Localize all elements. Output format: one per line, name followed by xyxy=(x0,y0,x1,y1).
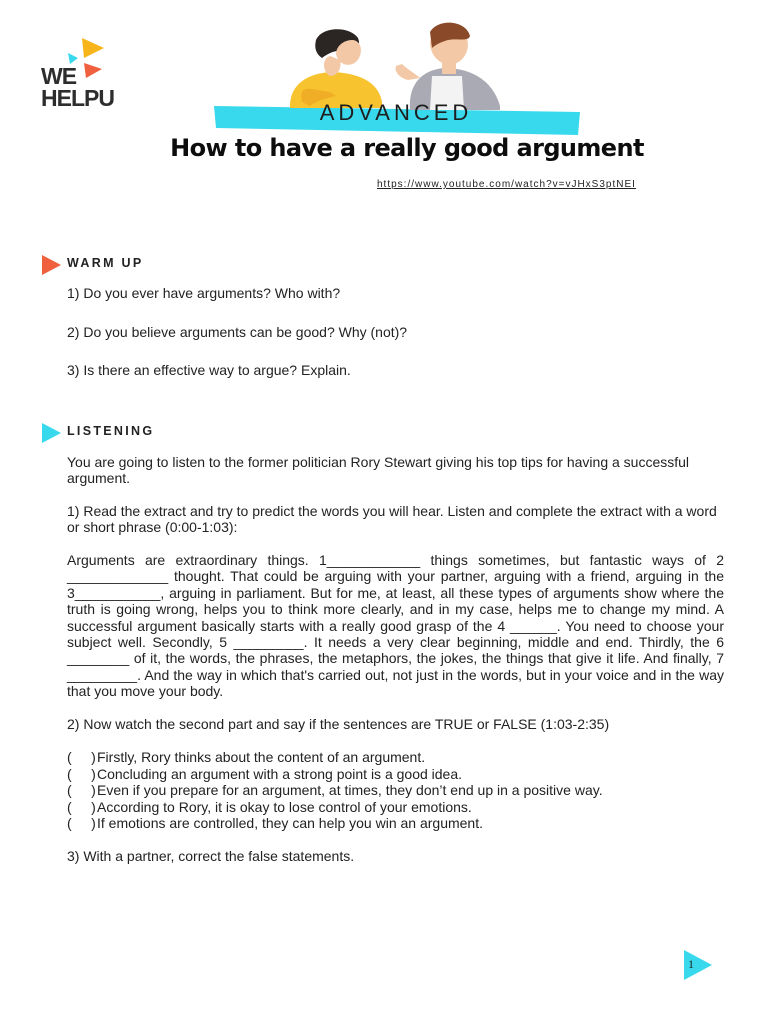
warmup-question: 2) Do you believe arguments can be good? Why (not)? xyxy=(67,324,408,340)
logo-wordmark xyxy=(41,65,114,109)
true-false-item xyxy=(67,799,727,816)
statement-text: If emotions are controlled, they can help you win an argument. xyxy=(97,815,483,832)
warmup-question: 1) Do you ever have arguments? Who with? xyxy=(67,285,341,301)
page-title: How to have a really good argument xyxy=(170,134,644,162)
answer-bracket[interactable]: ( ) xyxy=(67,765,96,782)
listening-intro: You are going to listen to the former politician Rory Stewart giving his top tips for having a successful argument. xyxy=(67,454,690,487)
true-false-item xyxy=(67,815,727,832)
video-link[interactable]: https://www.youtube.com/watch?v=vJHxS3ptNEI xyxy=(377,179,636,190)
answer-bracket[interactable]: ( ) xyxy=(67,782,96,799)
true-false-item xyxy=(67,766,727,783)
play-arrow-icon xyxy=(42,255,62,275)
gap-fill-extract: Arguments are extraordinary things. 1____________ things sometimes, but fantastic ways of 2 _____________ thought. That could be arguing with your partner, arguing with a friend, arguing in the 3___________, arguing in parliament. But for me, at least, all these types of arguments show where the truth is going wrong, helps you to think more clearly, and in my case, helps me to change my mind. A successful argument basically starts with a really good grasp of the 4 ______. You need to choose your subject well. Secondly, 5 _________. It needs a very clear beginning, middle and end. Thirdly, the 6 ________ of it, the words, the phrases, the metaphors, the jokes, the things that give it life. And finally, 7 _________. And the way in which that's carried out, not just in the words, but in your voice and in the way that you move your body. xyxy=(67,552,724,700)
logo-line2: HELPU xyxy=(41,85,114,111)
task-1-instructions: 1) Read the extract and try to predict the words you will hear. Listen and complete the extract with a word or short phrase (0:00-1:03): xyxy=(67,503,717,536)
listening-heading: LISTENING xyxy=(67,424,155,438)
task-3-instructions: 3) With a partner, correct the false statements. xyxy=(67,848,355,864)
answer-bracket[interactable]: ( ) xyxy=(67,798,96,815)
play-arrow-icon xyxy=(42,423,62,443)
statement-text: Firstly, Rory thinks about the content of an argument. xyxy=(97,749,426,765)
true-false-list xyxy=(67,749,727,832)
task-2-instructions: 2) Now watch the second part and say if the sentences are TRUE or FALSE (1:03-2:35) xyxy=(67,716,610,732)
statement-text: Even if you prepare for an argument, at times, they don’t end up in a positive way. xyxy=(97,782,603,799)
page-number: 1 xyxy=(688,957,694,971)
true-false-item xyxy=(67,782,727,799)
warmup-question: 3) Is there an effective way to argue? Explain. xyxy=(67,362,351,378)
level-label: ADVANCED xyxy=(319,100,473,125)
wehelpu-logo xyxy=(38,36,118,126)
true-false-item xyxy=(67,749,727,766)
answer-bracket[interactable]: ( ) xyxy=(67,815,96,832)
statement-text: Concluding an argument with a strong point is a good idea. xyxy=(97,765,463,782)
answer-bracket[interactable]: ( ) xyxy=(67,749,96,765)
statement-text: According to Rory, it is okay to lose control of your emotions. xyxy=(97,798,472,815)
warmup-heading: WARM UP xyxy=(67,256,144,270)
logo-line1: WE xyxy=(41,63,77,89)
